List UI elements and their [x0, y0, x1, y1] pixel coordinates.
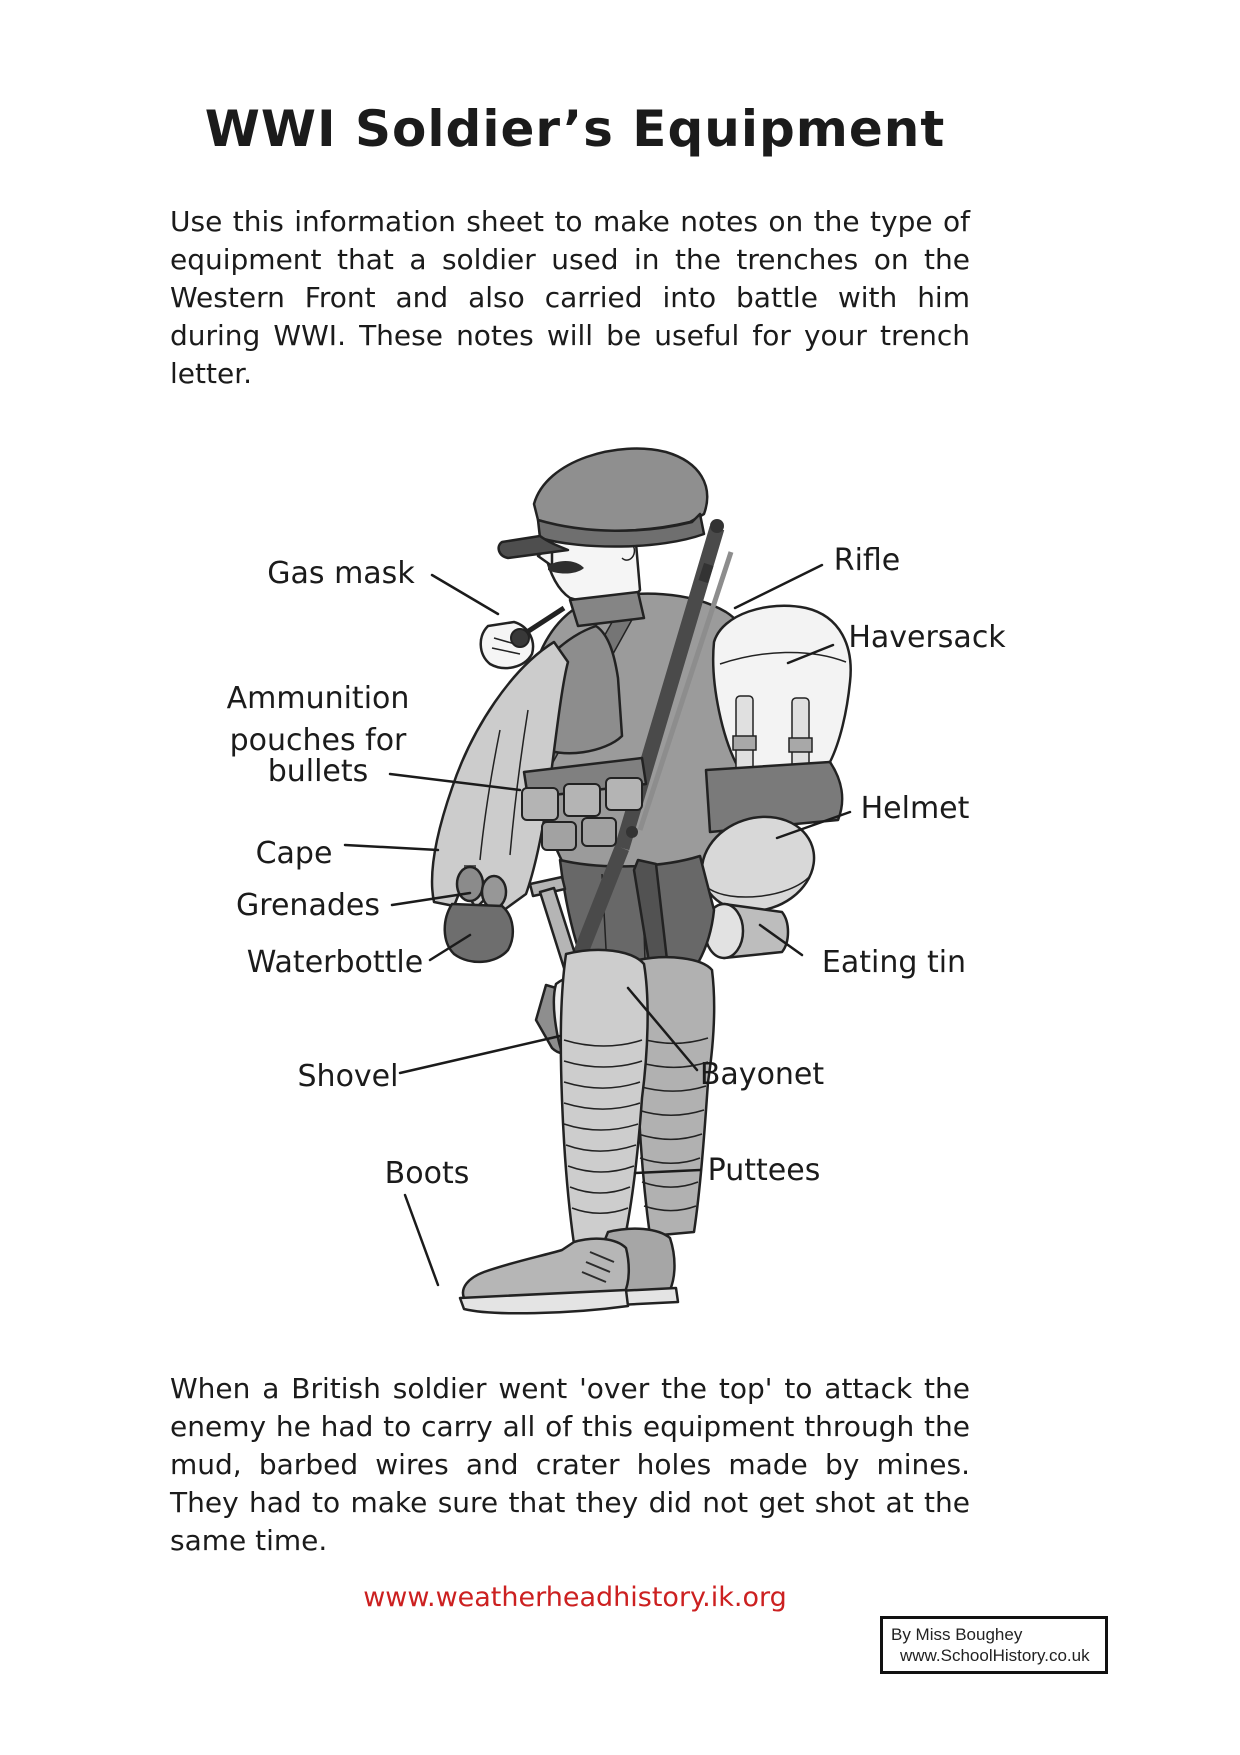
label-boots: Boots	[384, 1156, 470, 1191]
label-grenades: Grenades	[236, 888, 380, 923]
soldier-diagram	[170, 440, 1070, 1360]
leader-cape	[345, 845, 438, 850]
cap-drawing	[499, 449, 708, 558]
label-shovel: Shovel	[297, 1059, 399, 1094]
waterbottle-drawing	[445, 904, 513, 962]
label-waterbottle: Waterbottle	[246, 945, 424, 980]
label-haversack: Haversack	[848, 620, 1006, 655]
label-rifle: Rifle	[833, 543, 901, 578]
label-bayonet: Bayonet	[699, 1057, 825, 1092]
leader-rifle	[735, 565, 822, 608]
label-ammunition-3: bullets	[267, 754, 369, 789]
label-gas-mask: Gas mask	[267, 556, 415, 591]
outro-paragraph: When a British soldier went 'over the top' to attack the enemy he had to carry all of this equipment through the mud, barbed wires and crater holes made by mines. They had to make sure that they did not get shot at the same time.	[170, 1372, 970, 1557]
credit-site: www.SchoolHistory.co.uk	[900, 1646, 1090, 1665]
haversack-drawing	[713, 606, 850, 774]
label-puttees: Puttees	[707, 1153, 821, 1188]
leader-boots	[405, 1195, 438, 1285]
label-eating-tin: Eating tin	[821, 945, 967, 980]
pipe-bowl	[511, 629, 529, 647]
intro-paragraph: Use this information sheet to make notes on the type of equipment that a soldier used in the trenches on the Western Front and also carried into battle with him during WWI. These notes will be useful for your trench letter.	[170, 205, 970, 390]
credit-author: By Miss Boughey	[891, 1625, 1023, 1644]
label-ammunition-1: Ammunition	[226, 681, 410, 716]
legs-drawing	[561, 950, 714, 1244]
label-helmet: Helmet	[860, 791, 970, 826]
leader-gas-mask	[432, 575, 498, 614]
label-ammunition-2: pouches for	[229, 723, 407, 758]
boots-drawing	[460, 1229, 678, 1314]
credit-box	[880, 1616, 1108, 1674]
label-cape: Cape	[255, 836, 333, 871]
eating-tin-drawing	[705, 904, 788, 958]
footer-url: www.weatherheadhistory.ik.org	[363, 1582, 787, 1613]
leader-shovel	[400, 1036, 560, 1073]
page-title: WWI Soldier’s Equipment	[204, 100, 946, 158]
